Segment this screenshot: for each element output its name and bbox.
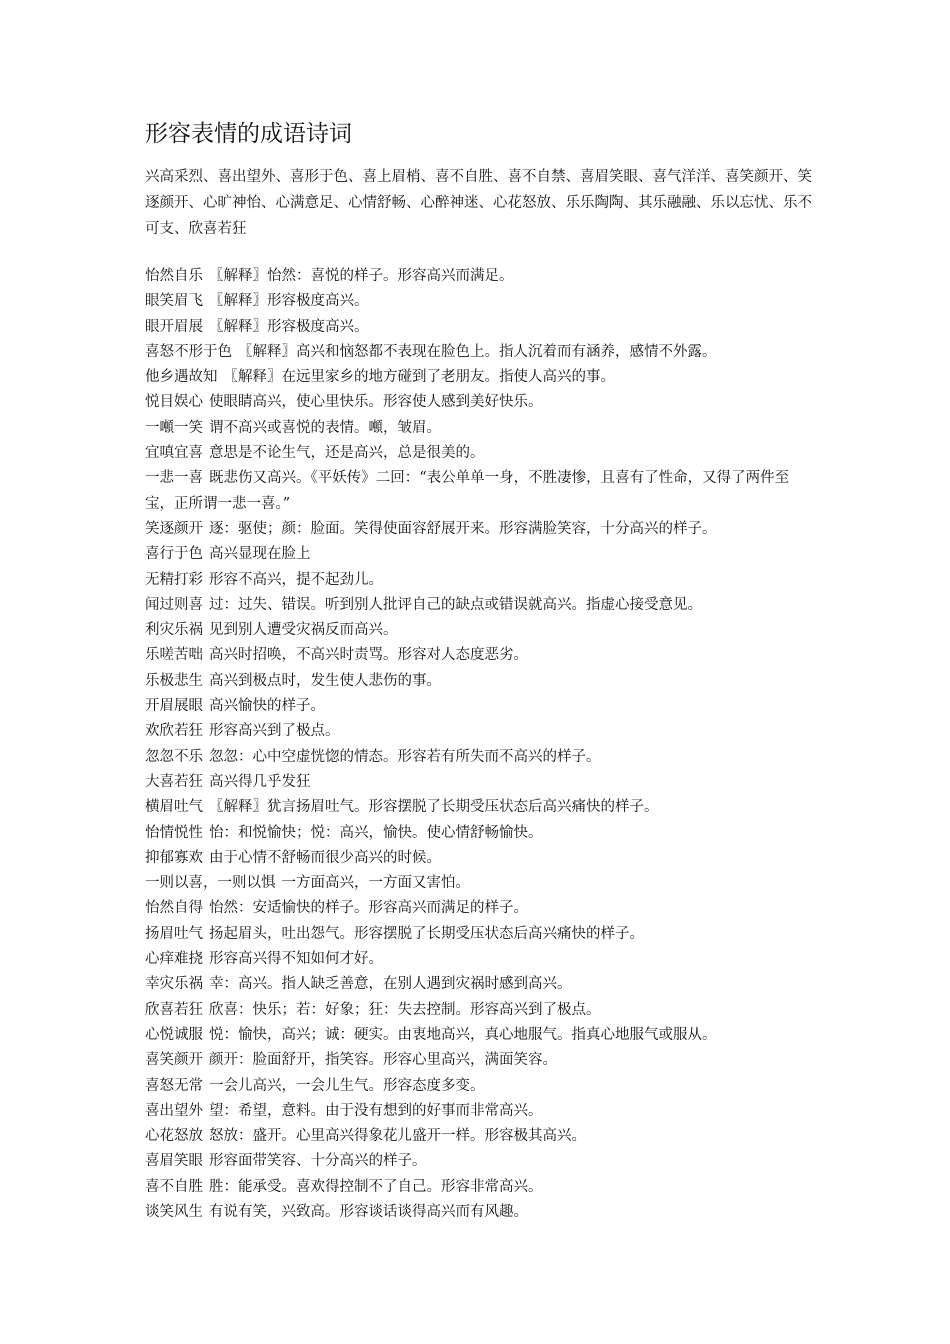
idiom-term: 一噸一笑	[145, 419, 203, 436]
idiom-definition: 形容高兴得不知如何才好。	[209, 951, 383, 968]
idiom-definition: 使眼睛高兴，使心里快乐。形容使人感到美好快乐。	[209, 394, 543, 411]
idiom-definition: 形容不高兴，提不起劲儿。	[209, 571, 383, 588]
idiom-term: 喜怒无常	[145, 1077, 203, 1094]
idiom-entry	[145, 922, 815, 947]
idiom-entry	[145, 1074, 815, 1099]
idiom-definition: 欣喜：快乐；若：好象；狂：失去控制。形容高兴到了极点。	[209, 1001, 601, 1018]
idiom-term: 闻过则喜	[145, 596, 203, 613]
idiom-definition: 〖解释〗形容极度高兴。	[209, 293, 369, 310]
idiom-definition: 逐：驱使；颜：脸面。笑得使面容舒展开来。形容满脸笑容，十分高兴的样子。	[209, 520, 717, 537]
idiom-entry	[145, 998, 815, 1023]
idiom-entry	[145, 795, 815, 820]
idiom-definition: 〖解释〗形容极度高兴。	[209, 318, 369, 335]
idiom-entry	[145, 264, 815, 289]
idiom-definition: 胜：能承受。喜欢得控制不了自己。形容非常高兴。	[209, 1178, 543, 1195]
idiom-definition: 形容高兴到了极点。	[209, 723, 340, 740]
idiom-term: 悦目娱心	[145, 394, 203, 411]
idiom-term: 大喜若狂	[145, 773, 203, 790]
idiom-entry	[145, 466, 815, 517]
idiom-entry	[145, 1023, 815, 1048]
idiom-entry	[145, 315, 815, 340]
idiom-definition: 见到别人遭受灾祸反而高兴。	[209, 622, 398, 639]
idiom-entry	[145, 340, 815, 365]
idiom-term: 喜怒不形于色	[145, 343, 232, 360]
idiom-definition: 高兴到极点时，发生使人悲伤的事。	[209, 672, 441, 689]
idiom-term: 喜眉笑眼	[145, 1153, 203, 1170]
idiom-entry	[145, 1048, 815, 1073]
idiom-definition: 〖解释〗犹言扬眉吐气。形容摆脱了长期受压状态后高兴痛快的样子。	[209, 799, 659, 816]
idiom-entry	[145, 416, 815, 441]
idiom-term: 欣喜若狂	[145, 1001, 203, 1018]
idiom-entry	[145, 846, 815, 871]
idiom-entry	[145, 669, 815, 694]
idiom-entry	[145, 568, 815, 593]
idiom-term: 怡然自得	[145, 900, 203, 917]
idiom-definition: 忽忽：心中空虚恍惚的情态。形容若有所失而不高兴的样子。	[209, 748, 601, 765]
idiom-definition-list	[145, 264, 815, 1225]
idiom-term: 眼开眉展	[145, 318, 203, 335]
idiom-definition: 扬起眉头，吐出怨气。形容摆脱了长期受压状态后高兴痛快的样子。	[209, 925, 644, 942]
idiom-definition: 〖解释〗怡然：喜悦的样子。形容高兴而满足。	[209, 268, 514, 284]
idiom-definition: 一会儿高兴，一会儿生气。形容态度多变。	[209, 1077, 485, 1094]
idiom-definition: 由于心情不舒畅而很少高兴的时候。	[209, 849, 441, 866]
idiom-term: 抑郁寡欢	[145, 849, 203, 866]
idiom-entry	[145, 1099, 815, 1124]
idiom-term: 心痒难挠	[145, 951, 203, 968]
idiom-entry	[145, 694, 815, 719]
idiom-definition: 意思是不论生气，还是高兴，总是很美的。	[209, 445, 485, 462]
idiom-definition: 过：过失、错误。听到别人批评自己的缺点或错误就高兴。指虚心接受意见。	[209, 596, 702, 613]
idiom-definition: 高兴显现在脸上	[209, 546, 311, 563]
idiom-definition: 颜开：脸面舒开，指笑容。形容心里高兴，满面笑容。	[209, 1052, 557, 1069]
idiom-entry	[145, 593, 815, 618]
idiom-term: 欢欣若狂	[145, 723, 203, 740]
idiom-definition: 高兴愉快的样子。	[209, 698, 325, 715]
idiom-definition: 〖解释〗在远里家乡的地方碰到了老朋友。指使人高兴的事。	[223, 369, 615, 386]
idiom-entry	[145, 365, 815, 390]
idiom-definition: 望：希望，意料。由于没有想到的好事而非常高兴。	[209, 1102, 543, 1119]
idiom-definition: 怒放：盛开。心里高兴得象花儿盛开一样。形容极其高兴。	[209, 1128, 586, 1145]
page-title: 形容表情的成语诗词	[145, 121, 352, 147]
idiom-term: 宜嗔宜喜	[145, 445, 203, 462]
idiom-term: 心花怒放	[145, 1128, 203, 1145]
idiom-entry	[145, 896, 815, 921]
idiom-entry	[145, 770, 815, 795]
idiom-entry	[145, 1175, 815, 1200]
idiom-term: 无精打彩	[145, 571, 203, 588]
idiom-definition: 〖解释〗高兴和恼怒都不表现在脸色上。指人沉着而有涵养，感情不外露。	[238, 343, 717, 360]
idiom-term: 忽忽不乐	[145, 748, 203, 765]
idiom-definition: 高兴得几乎发狂	[209, 773, 311, 790]
idiom-entry	[145, 289, 815, 314]
idiom-term: 怡然自乐	[145, 268, 203, 284]
idiom-definition: 谓不高兴或喜悦的表情。噸，皱眉。	[209, 419, 441, 436]
idiom-term: 幸灾乐祸	[145, 976, 203, 993]
idiom-entry	[145, 719, 815, 744]
idiom-term: 一悲一喜	[145, 470, 203, 487]
idiom-definition: 幸：高兴。指人缺乏善意，在别人遇到灾祸时感到高兴。	[209, 976, 572, 993]
idiom-definition: 既悲伤又高兴。《平妖传》二回：“表公单单一身，不胜凄惨，且喜有了性命，又得了两件至宝，正所谓一悲一喜。”	[145, 470, 790, 512]
idiom-definition: 形容面带笑容、十分高兴的样子。	[209, 1153, 427, 1170]
idiom-definition: 怡：和悦愉快；悦：高兴，愉快。使心情舒畅愉快。	[209, 824, 543, 841]
idiom-term: 喜不自胜	[145, 1178, 203, 1195]
idiom-term: 眼笑眉飞	[145, 293, 203, 310]
idiom-definition: 悦：愉快，高兴；诚：硬实。由衷地高兴，真心地服气。指真心地服气或服从。	[209, 1026, 717, 1043]
idiom-definition: 怡然：安适愉快的样子。形容高兴而满足的样子。	[209, 900, 528, 917]
idiom-entry	[145, 1149, 815, 1174]
idiom-term: 他乡遇故知	[145, 369, 218, 386]
idiom-entry	[145, 441, 815, 466]
idiom-term: 喜出望外	[145, 1102, 203, 1119]
idiom-entry	[145, 947, 815, 972]
idiom-term: 横眉吐气	[145, 799, 203, 816]
idiom-entry	[145, 1124, 815, 1149]
idiom-definition: 有说有笑，兴致高。形容谈话谈得高兴而有风趣。	[209, 1203, 528, 1220]
idiom-term: 笑逐颜开	[145, 520, 203, 537]
idiom-entry	[145, 745, 815, 770]
idiom-term: 心悦诚服	[145, 1026, 203, 1043]
idiom-term: 扬眉吐气	[145, 925, 203, 942]
idiom-entry	[145, 643, 815, 668]
idiom-term: 喜笑颜开	[145, 1052, 203, 1069]
idiom-definition: 高兴时招唤，不高兴时责骂。形容对人态度恶劣。	[209, 647, 528, 664]
idiom-entry	[145, 972, 815, 997]
idiom-term: 谈笑风生	[145, 1203, 203, 1220]
idiom-entry	[145, 1200, 815, 1225]
idiom-term: 利灾乐祸	[145, 622, 203, 639]
idiom-term: 怡情悦性	[145, 824, 203, 841]
idiom-entry	[145, 517, 815, 542]
idiom-term: 喜行于色	[145, 546, 203, 563]
idiom-entry	[145, 871, 815, 896]
idiom-term: 乐嗟苦咄	[145, 647, 203, 664]
idiom-entry	[145, 542, 815, 567]
idiom-term: 开眉展眼	[145, 698, 203, 715]
idiom-definition: 一方面高兴，一方面又害怕。	[281, 875, 470, 892]
idiom-term: 一则以喜，一则以惧	[145, 875, 276, 892]
idiom-entry	[145, 618, 815, 643]
idiom-entry	[145, 390, 815, 415]
idiom-term: 乐极悲生	[145, 672, 203, 689]
idiom-entry	[145, 821, 815, 846]
idiom-summary-paragraph: 兴高采烈、喜出望外、喜形于色、喜上眉梢、喜不自胜、喜不自禁、喜眉笑眼、喜气洋洋、喜笑颜开、笑逐颜开、心旷神怡、心满意足、心情舒畅、心醉神迷、心花怒放、乐乐陶陶、其乐融融、乐以忘忧、乐不可支、欣喜若狂	[145, 169, 812, 237]
